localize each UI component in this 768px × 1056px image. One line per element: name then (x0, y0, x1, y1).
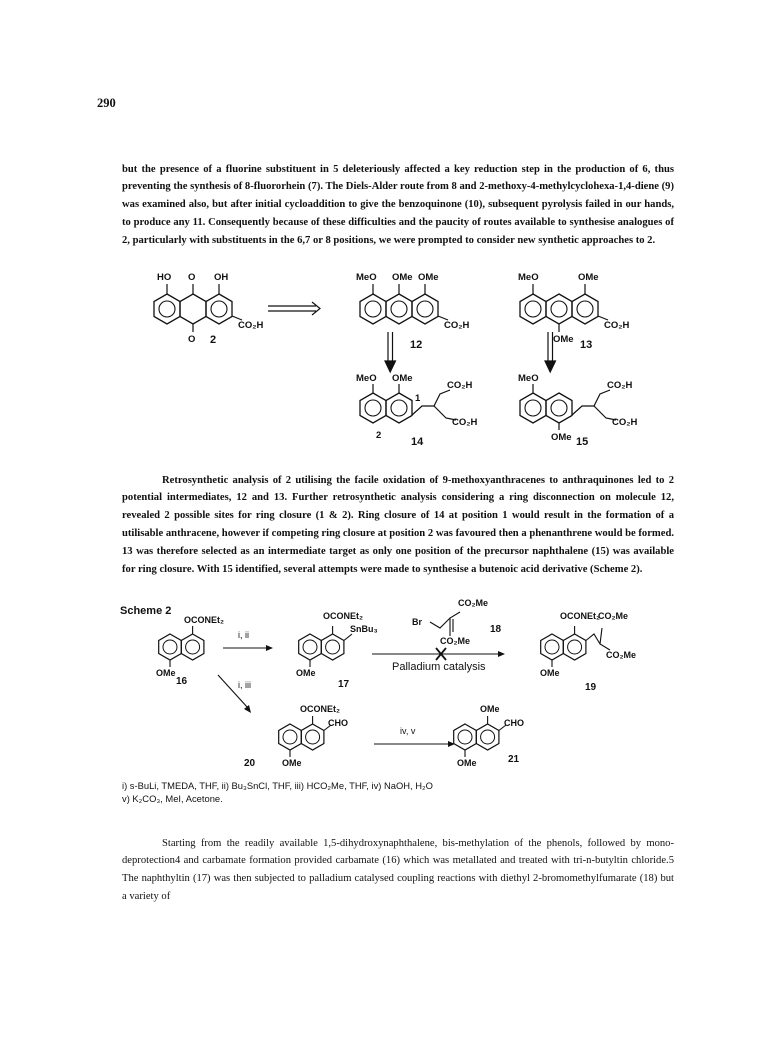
compound-12-structure (356, 272, 469, 351)
label: O (188, 272, 196, 283)
label: SnBu₃ (350, 624, 378, 634)
label: OMe (282, 758, 302, 768)
compound-number: 13 (580, 339, 593, 351)
label: OMe (480, 704, 500, 714)
label: CO₂H (447, 380, 473, 391)
label: OMe (392, 373, 413, 384)
scheme-title: Scheme 2 (120, 605, 172, 617)
label: MeO (356, 272, 377, 283)
reaction-arrow (374, 726, 455, 747)
footnote-line: i) s-BuLi, TMEDA, THF, ii) Bu₃SnCl, THF, iii) HCO₂Me, THF, iv) NaOH, H₂O (122, 780, 433, 791)
reaction-condition: Palladium catalysis (392, 661, 486, 673)
compound-19-structure (540, 611, 636, 693)
label: OMe (553, 334, 574, 345)
label: CHO (504, 718, 524, 728)
label: CO₂H (607, 380, 633, 391)
label: OMe (392, 272, 413, 283)
footnote-line: v) K₂CO₃, MeI, Acetone. (122, 793, 223, 804)
scheme-footnote (122, 779, 433, 805)
label: CO₂Me (606, 650, 637, 660)
step-label: i, ii (238, 630, 249, 640)
compound-number: 17 (338, 679, 350, 690)
compound-13-structure (518, 272, 629, 351)
step-label: iv, v (400, 726, 416, 736)
label: MeO (518, 373, 539, 384)
label: 1 (415, 393, 421, 404)
compound-number: 16 (176, 676, 188, 687)
compound-2-structure (154, 272, 263, 346)
compound-14-structure (356, 373, 477, 448)
label: CO₂Me (440, 636, 471, 646)
compound-number: 15 (576, 436, 589, 448)
compound-number: 2 (210, 334, 217, 346)
label: OMe (418, 272, 439, 283)
label: CO₂H (604, 320, 630, 331)
compound-number: 21 (508, 754, 520, 765)
step-label: i, iii (238, 680, 251, 690)
label: MeO (518, 272, 539, 283)
retrosynthesis-scheme (120, 262, 680, 454)
compound-18-structure (412, 598, 502, 646)
reaction-arrow (218, 675, 251, 713)
label: OCONEt₂ (184, 615, 224, 625)
label: 2 (376, 430, 382, 441)
label: OMe (457, 758, 477, 768)
compound-number: 12 (410, 339, 423, 351)
compound-15-structure (518, 373, 637, 448)
retro-arrow-down (385, 332, 396, 372)
paragraph-2: Retrosynthetic analysis of 2 utilising the facile oxidation of 9-methoxyanthracenes to anthraquinones led to 2 potential intermediates, 12 and 13. Further retrosynthetic analysis considering a ring disconnection on molecule 12, revealed 2 possible sites for ring closure (1 & 2). Ring closure of 14 at position 1 would result in the formation of a utilisable anthracene, however if competing ring closure at position 2 was favoured then a phenanthrene would be formed. 13 was therefore selected as an intermediate target as only one position of the precursor naphthalene (15) was available for ring closure. With 15 identified, several attempts were made to synthesise a butenoic acid derivative (Scheme 2). (122, 474, 674, 575)
label: OMe (540, 668, 560, 678)
paragraph-1: but the presence of a fluorine substituent in 5 deleteriously affected a key reduction step in the production of 6, thus preventing the synthesis of 8-fluororhein (7). The Diels-Alder route from 8 and 2-methoxy-4-methylcyclohexa-1,4-diene (9) was examined also, but after initial cycloaddition to give the benzoquinone (10), subsequent pyrolysis failed in our hands, to produce any 11. Consequently because of these difficulties and the paucity of routes available to synthesise analogues of 2, particularly with substituents in the 6,7 or 8 positions, we were prompted to consider new synthetic approaches to 2. (122, 163, 674, 246)
label: OMe (156, 668, 176, 678)
label: O (188, 334, 196, 345)
compound-20-structure (244, 704, 348, 769)
label: OH (214, 272, 229, 283)
paragraph-3: Starting from the readily available 1,5-dihydroxynaphthalene, bis-methylation of the phenols, followed by mono-deprotection4 and carbamate formation provided carbamate (16) which was metallated and treated with tri-n-butyltin chloride.5 The naphthyltin (17) was then subjected to palladium catalysed coupling reactions with diethyl 2-bromomethylfumarate (18) but a variety of (122, 837, 674, 902)
reaction-arrow (223, 630, 273, 651)
label: MeO (356, 373, 377, 384)
page-number: 290 (97, 96, 116, 110)
compound-number: 18 (490, 624, 502, 635)
failed-reaction-arrow (372, 648, 505, 673)
compound-number: 20 (244, 758, 256, 769)
label: OMe (578, 272, 599, 283)
scheme-2 (120, 592, 680, 778)
label: OCONEt₂ (323, 611, 363, 621)
label: CHO (328, 718, 348, 728)
label: CO₂Me (458, 598, 489, 608)
label: HO (157, 272, 172, 283)
compound-number: 19 (585, 682, 597, 693)
compound-21-structure (454, 704, 524, 768)
label: CO₂Me (598, 611, 629, 621)
label: OCONEt₂ (560, 611, 600, 621)
label: OMe (296, 668, 316, 678)
label: CO₂H (444, 320, 470, 331)
label: OCONEt₂ (300, 704, 340, 714)
compound-16-structure (156, 615, 224, 687)
compound-17-structure (296, 611, 378, 690)
label: CO₂H (452, 417, 478, 428)
label: CO₂H (612, 417, 638, 428)
label: Br (412, 617, 423, 627)
label: CO₂H (238, 320, 264, 331)
compound-number: 14 (411, 436, 424, 448)
retro-arrow-right (268, 302, 320, 315)
label: OMe (551, 432, 572, 443)
